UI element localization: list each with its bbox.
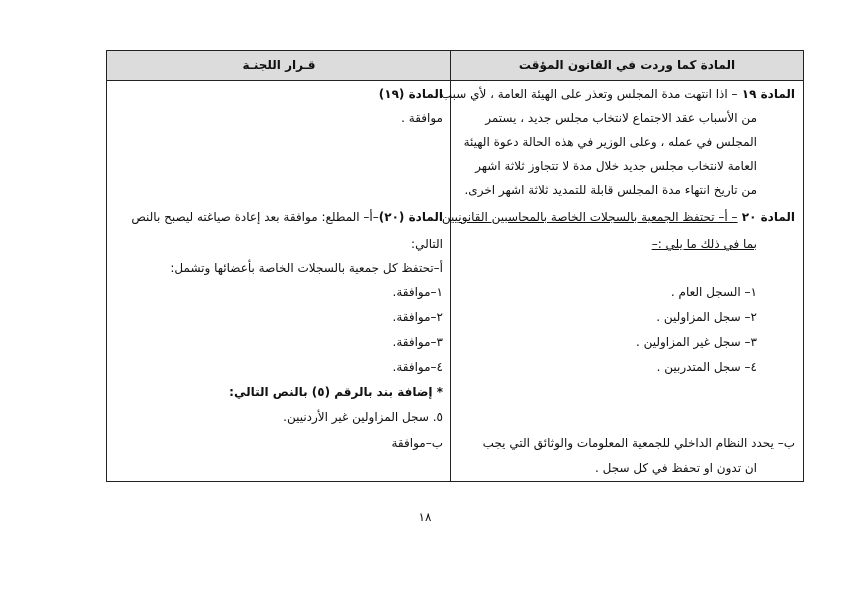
- decision-clause-5: ٥. سجل المزاولين غير الأردنيين.: [283, 410, 443, 424]
- decision-article-20-line-1: المادة (٢٠)–أ– المطلع: موافقة بعد إعادة صياغته ليصبح بالنص: [131, 210, 443, 224]
- decision-article-19: موافقة .: [401, 111, 443, 125]
- article-19-line-4: العامة لانتخاب مجلس جديد خلال مدة لا تتجاوز ثلاثة اشهر: [475, 159, 757, 173]
- article-19-line-1: المادة ١٩ – اذا انتهت مدة المجلس وتعذر على الهيئة العامة ، لأي سبب: [440, 87, 795, 101]
- article-20-line-2: بما في ذلك ما يلي :–: [651, 237, 757, 251]
- article-19-line-5: من تاريخ انتهاء مدة المجلس قابلة للتمديد ثلاثة اشهر اخرى.: [464, 183, 757, 197]
- article-19-line-3: المجلس في عمله ، وعلى الوزير في هذه الحالة دعوة الهيئة: [463, 135, 757, 149]
- clause-b-line-1: ب– يحدد النظام الداخلي للجمعية المعلومات والوثائق التي يجب: [482, 436, 795, 450]
- article-20-line-1: المادة ٢٠ – أ– تحتفظ الجمعية بالسجلات الخاصة بالمحاسبين القانونيين: [441, 210, 795, 224]
- comparison-table: [106, 50, 804, 482]
- register-item-4: ٤– سجل المتدربين .: [656, 360, 757, 374]
- column-divider: [450, 51, 451, 481]
- decision-item-2: ٢–موافقة.: [392, 310, 443, 324]
- register-item-1: ١– السجل العام .: [670, 285, 757, 299]
- decision-article-20-line-3: أ–تحتفظ كل جمعية بالسجلات الخاصة بأعضائها وتشمل:: [170, 261, 443, 275]
- register-item-3: ٣– سجل غير المزاولين .: [635, 335, 757, 349]
- clause-b-line-2: ان تدون او تحفظ في كل سجل .: [594, 461, 757, 475]
- decision-article-19-title: المادة (١٩): [378, 87, 443, 101]
- header-law-article: المادة كما وردت في القانون المؤقت: [518, 58, 736, 72]
- decision-item-1: ١–موافقة.: [392, 285, 443, 299]
- decision-clause-b: ب–موافقة: [391, 436, 443, 450]
- decision-item-3: ٣–موافقة.: [392, 335, 443, 349]
- article-19-line-2: من الأسباب عقد الاجتماع لانتخاب مجلس جديد ، يستمر: [485, 111, 757, 125]
- decision-item-4: ٤–موافقة.: [392, 360, 443, 374]
- header-committee-decision: قـرار اللجنـة: [242, 58, 316, 72]
- decision-add-clause: * إضافة بند بالرقم (٥) بالنص التالي:: [229, 385, 443, 399]
- table-header: [107, 51, 803, 81]
- page-number: ١٨: [418, 510, 432, 524]
- register-item-2: ٢– سجل المزاولين .: [656, 310, 757, 324]
- decision-article-20-line-2: التالي:: [411, 237, 443, 251]
